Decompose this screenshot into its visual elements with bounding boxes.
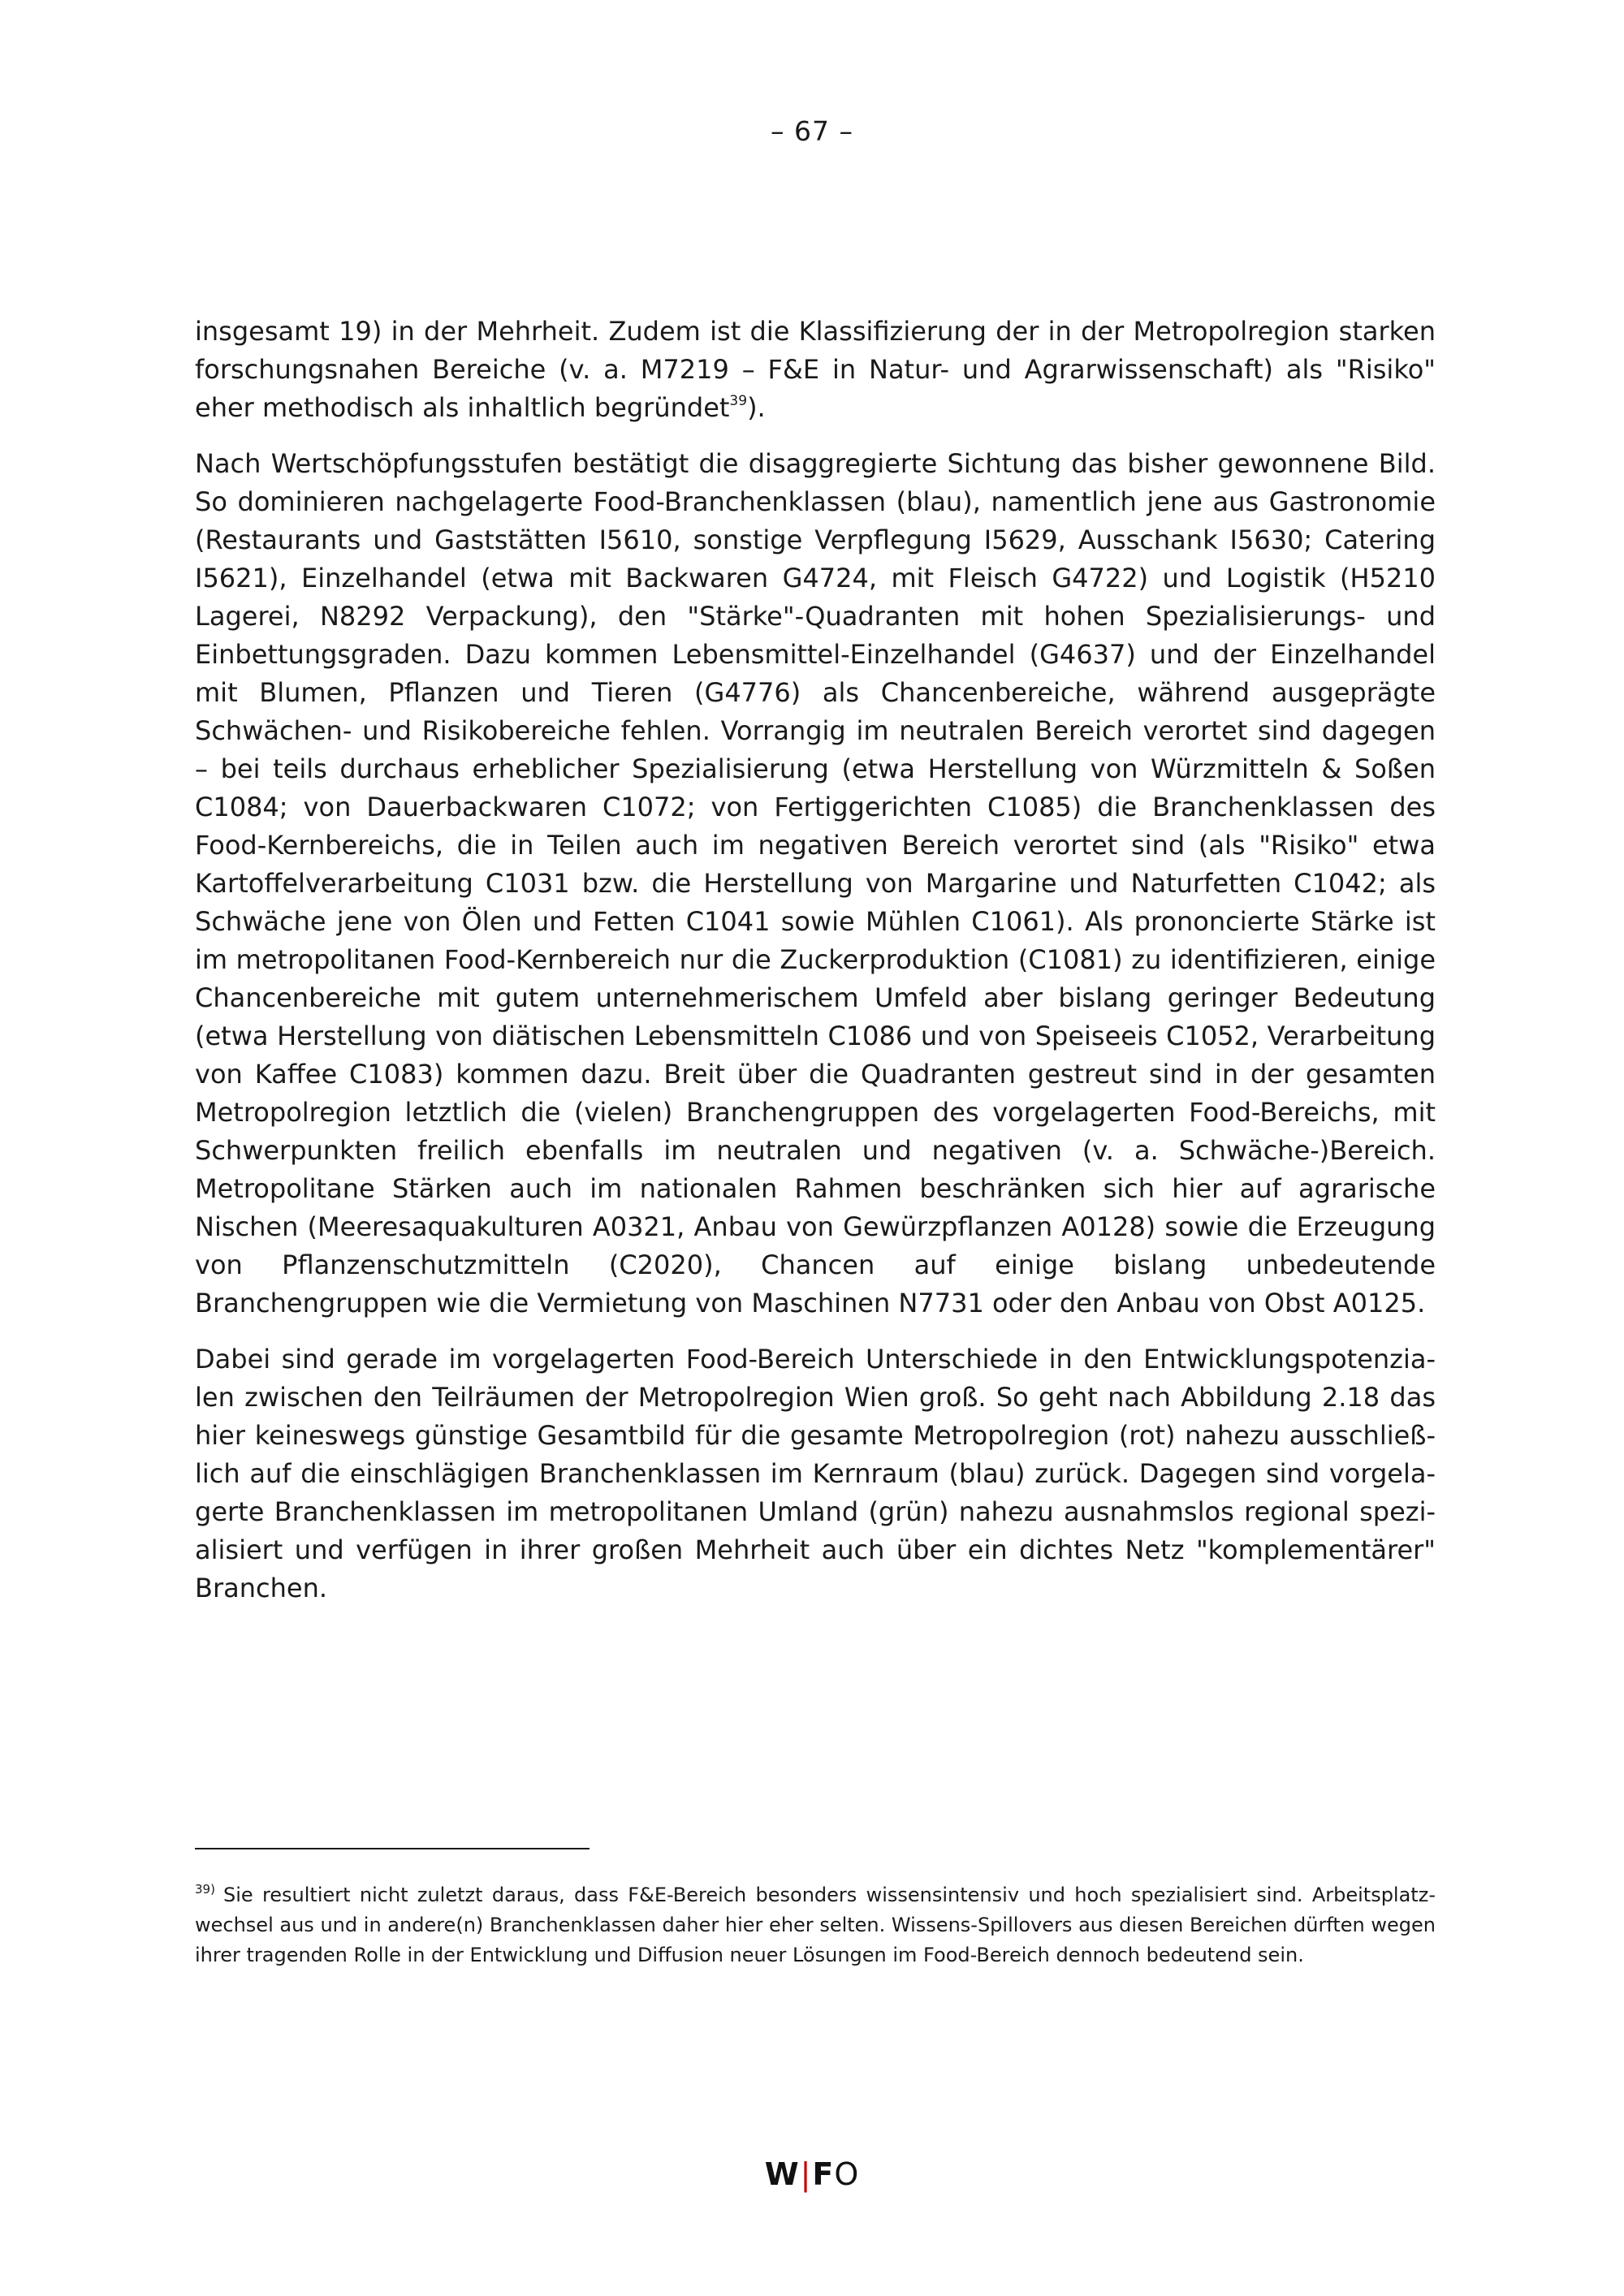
footnote-mark: 39) bbox=[195, 1882, 215, 1897]
logo-wordmark bbox=[765, 2156, 860, 2192]
logo-glyph: | bbox=[800, 2156, 812, 2192]
paragraph-1-tail: ). bbox=[747, 392, 766, 423]
footnote bbox=[195, 1880, 1436, 1970]
paragraph-2: Nach Wertschöpfungsstufen bestätigt die disaggregierte Sichtung das bisher gewonnene Bild. So dominieren nachgelagerte Food-Branchenklassen (blau), namentlich jene aus Gastronomie (Restaurants und Gaststätten I5610, sonstige Verpflegung I5629, Ausschank I5630; Catering I5621), Einzelhandel (etwa mit Backwaren G4724, mit Fleisch G4722) und Logistik (H5210 Lagerei, N8292 Verpackung), den "Stärke"-Quadranten mit hohen Spezialisierungs- und Einbettungsgraden. Dazu kommen Lebensmittel-Einzelhandel (G4637) und der Einzelhandel mit Blumen, Pflanzen und Tieren (G4776) als Chancenbereiche, während ausgeprägte Schwächen- und Risikobereiche fehlen. Vorrangig im neutralen Bereich verortet sind dagegen – bei teils durchaus erheblicher Spezialisierung (etwa Herstellung von Würzmitteln & Soßen C1084; von Dauerbackwaren C1072; von Fertiggerichten C1085) die Branchenklassen des Food-Kernbereichs, die in Teilen auch im negativen Bereich verortet sind (als "Risiko" etwa Kartoffelverarbeitung C1031 bzw. die Herstellung von Margarine und Naturfetten C1042; als Schwäche jene von Ölen und Fetten C1041 sowie Mühlen C1061). Als prononcierte Stärke ist im metropolitanen Food-Kernbereich nur die Zuckerproduktion (C1081) zu identifizieren, einige Chancenbereiche mit gutem unternehmerischem Umfeld aber bislang geringer Bedeutung (etwa Herstellung von diätischen Lebensmitteln C1086 und von Speiseeis C1052, Verarbeitung von Kaffee C1083) kommen dazu. Breit über die Quadranten gestreut sind in der gesamten Metropolregion letztlich die (vielen) Branchengruppen des vorgelagerten Food-Bereichs, mit Schwerpunkten freilich ebenfalls im neutralen und negativen (v. a. Schwäche-)Bereich. Metropolitane Stärken auch im nationalen Rahmen beschränken sich hier auf agrarische Nischen (Meeresaquakulturen A0321, Anbau von Gewürzpflanzen A0128) sowie die Erzeugung von Pflanzenschutzmitteln (C2020), Chancen auf einige bislang unbedeutende Branchengruppen wie die Vermietung von Maschinen N7731 oder den Anbau von Obst A0125. bbox=[195, 448, 1436, 1318]
logo-letters bbox=[765, 2156, 860, 2192]
paragraph-1-text: insgesamt 19) in der Mehrheit. Zudem ist die Klassifizierung der in der Metropolregion starken forschungsnahen Bereiche (v. a. M7219 – F&E in Natur- und Agrarwissenschaft) als "Risiko" eher methodisch als inhaltlich begründet bbox=[195, 316, 1436, 423]
body-text bbox=[195, 313, 1436, 1625]
footnote-separator bbox=[195, 1848, 590, 1849]
logo-text-source bbox=[859, 2156, 860, 2157]
wifo-logo bbox=[0, 2156, 1624, 2192]
footnote-reference[interactable]: 39 bbox=[729, 393, 748, 409]
logo-glyph: F bbox=[812, 2156, 835, 2192]
logo-glyph: O bbox=[834, 2156, 860, 2192]
paragraph-3: Dabei sind gerade im vorgelagerten Food-Bereich Unterschiede in den Entwicklungspotenzialen zwischen den Teilräumen der Metropolregion Wien groß. So geht nach Abbildung 2.18 das hier keineswegs günstige Gesamtbild für die gesamte Metropolregion (rot) nahezu ausschließlich auf die einschlägigen Branchenklassen im Kernraum (blau) zurück. Dagegen sind vorgelagerte Branchenklassen im metropolitanen Umland (grün) nahezu ausnahmslos regional spezialisiert und verfügen in ihrer großen Mehrheit auch über ein dichtes Netz "komplementärer" Branchen. bbox=[195, 1344, 1436, 1603]
logo-glyph: W bbox=[764, 2156, 800, 2192]
paragraph-1 bbox=[195, 313, 1436, 427]
footnote-text: Sie resultiert nicht zuletzt daraus, dass F&E-Bereich besonders wissensintensiv und hoch spezialisiert sind. Arbeitsplatzwechsel aus und in andere(n) Branchenklassen daher hier eher selten. Wissens-Spillovers aus diesen Bereichen dürften wegen ihrer tragenden Rolle in der Entwicklung und Diffusion neuer Lösungen im Food-Bereich dennoch bedeutend sein. bbox=[195, 1884, 1436, 1966]
page-number: – 67 – bbox=[771, 115, 853, 147]
